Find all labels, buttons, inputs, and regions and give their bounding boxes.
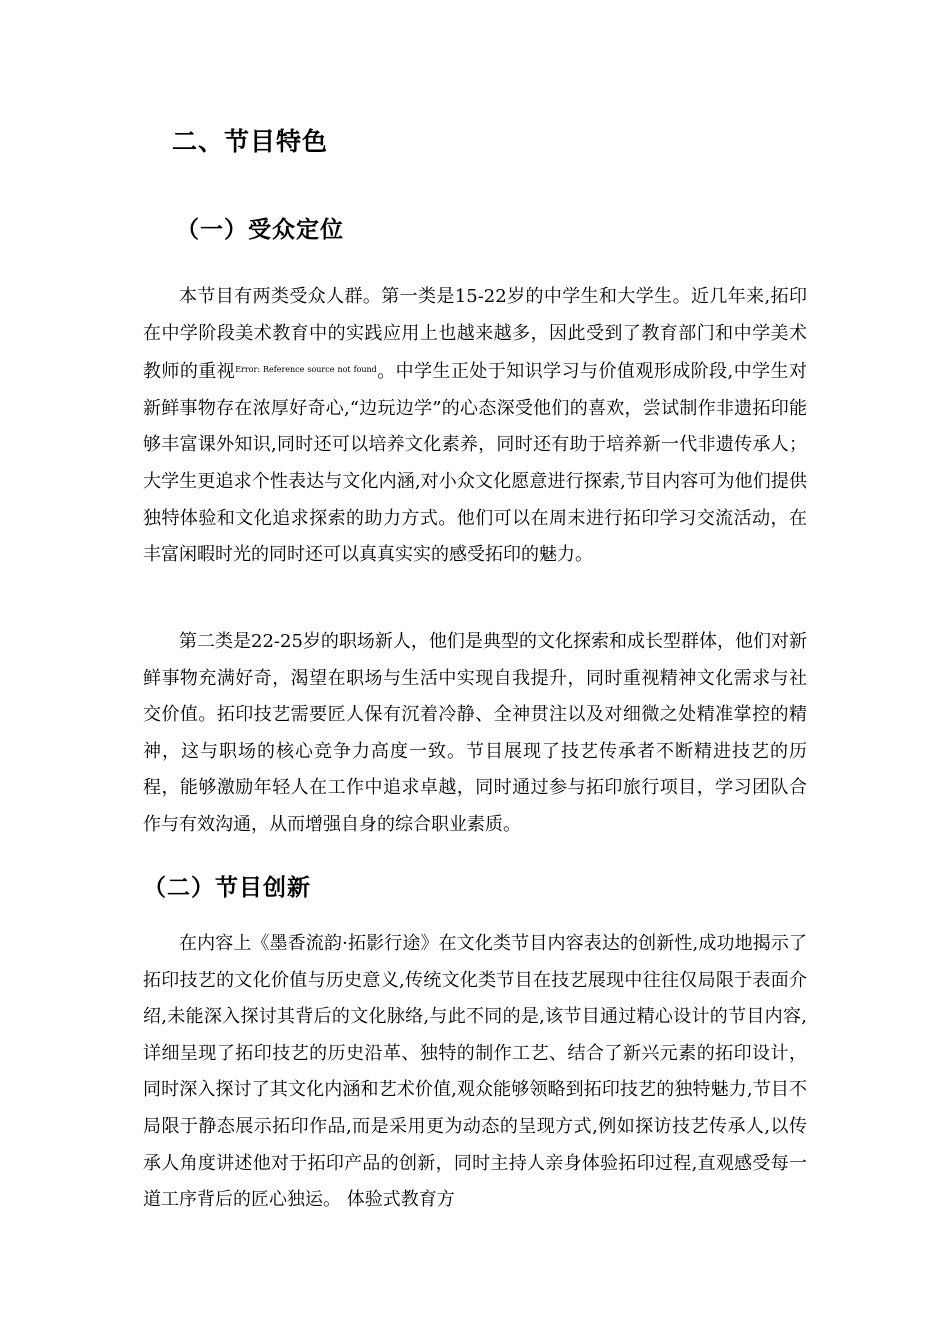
paragraph-innovation: 在内容上《墨香流韵·拓影行途》在文化类节目内容表达的创新性,成功地揭示了拓印技艺的文化价值与历史意义,传统文化类节目在技艺展现中往往仅局限于表面介绍,未能深入探讨其背后的文化脉络,与此不同的是,该节目通过精心设计的节目内容,详细呈现了拓印技艺的历史沿革、独特的制作工艺、结合了新兴元素的拓印设计，同时深入探讨了其文化内涵和艺术价值,观众能够领略到拓印技艺的独特魅力,节目不局限于静态展示拓印作品,而是采用更为动态的呈现方式,例如探访技艺传承人,以传承人角度讲述他对于拓印产品的创新，同时主持人亲身体验拓印过程,直观感受每一道工序背后的匠心独运。 体验式教育方 [143,933,807,1211]
subsection-title-innovation: （二）节目创新 [143,875,311,901]
section-title: 二、节目特色 [172,127,329,156]
paragraph-text: 本节目有两类受众人群。第一类是15-22岁的中学生和大学生。近几年来,拓印在中学阶段美术教育中的实践应用上也越来越多，因此受到了教育部门和中学美术教师的重视 [143,286,807,383]
paragraph-text: 。中学生正处于知识学习与价值观形成阶段,中学生对新鲜事物存在浓厚好奇心,“边玩边学”的心态深受他们的喜欢，尝试制作非遗拓印能够丰富课外知识,同时还可以培养文化素养，同时还有助于培养新一代非遗传承人；大学生更追求个性表达与文化内涵,对小众文化愿意进行探索,节目内容可为他们提供独特体验和文化追求探索的助力方式。他们可以在周末进行拓印学习交流活动，在丰富闲暇时光的同时还可以真真实实的感受拓印的魅力。 [143,361,807,566]
reference-error: Error: Reference source not found [235,365,377,375]
paragraph-audience-students [143,279,807,574]
subsection-title-audience: （一）受众定位 [176,217,344,243]
paragraph-audience-professionals: 第二类是22-25岁的职场新人，他们是典型的文化探索和成长型群体，他们对新鲜事物充满好奇，渴望在职场与生活中实现自我提升，同时重视精神文化需求与社交价值。拓印技艺需要匠人保有沉着冷静、全神贯注以及对细微之处精准掌控的精神，这与职场的核心竞争力高度一致。节目展现了技艺传承者不断精进技艺的历程，能够激励年轻人在工作中追求卓越，同时通过参与拓印旅行项目，学习团队合作与有效沟通，从而增强自身的综合职业素质。 [143,631,807,835]
